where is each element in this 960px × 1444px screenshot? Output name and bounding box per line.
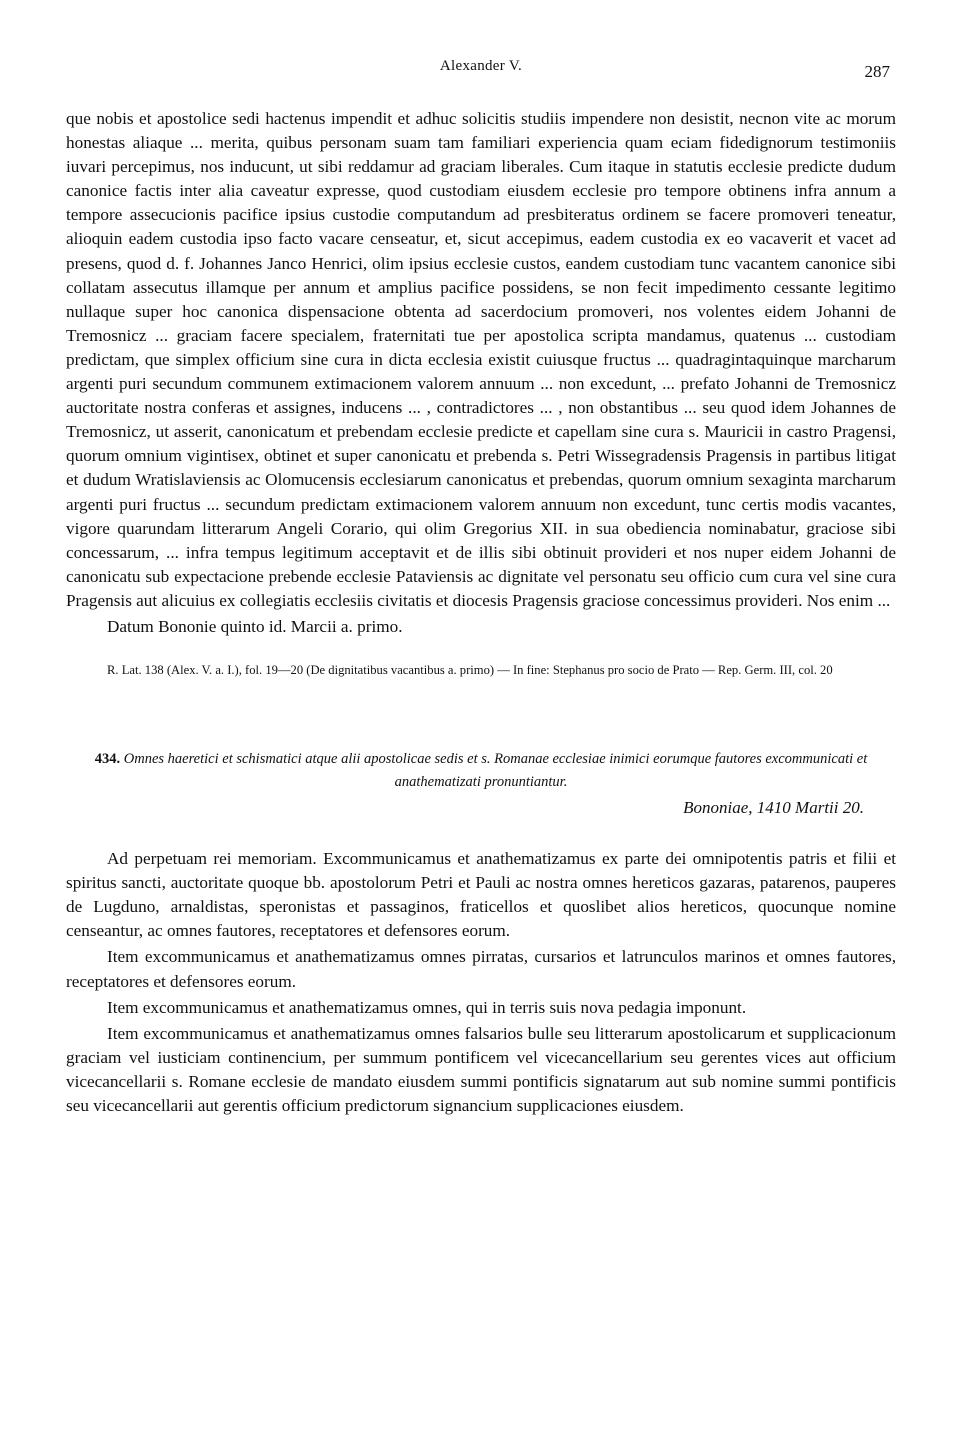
entry-number: 434. <box>94 751 121 768</box>
entry-body <box>66 847 896 1118</box>
page-body <box>66 107 896 1120</box>
entry-title-text: Omnes haeretici et schismatici atque alii apostolicae sedis et s. Romanae ecclesiae inimici eorumque fautores excommunicati et anathematizati pronuntiantur. <box>123 751 868 791</box>
entry-paragraph: Item excommunicamus et anathematizamus omnes, qui in terris suis nova pedagia imponunt. <box>107 997 747 1017</box>
entry-paragraph: Ad perpetuam rei memoriam. Excommunicamus et anathematizamus ex parte dei omnipotentis patris et filii et spiritus sancti, auctoritate quoque bb. apostolorum Petri et Pauli ac nostra omnes hereticos gazaras, patarenos, pauperes de Lugduno, arnaldistas, speronistas et passaginos, fraticellos et quoslibet alios hereticos, quocunque nomine censeantur, ac omnes fautores, receptatores et defensores eorum. <box>66 849 896 941</box>
entry-paragraph: Item excommunicamus et anathematizamus omnes pirratas, cursarios et latrunculos marinos et omnes fautores, receptatores et defensores eorum. <box>66 947 896 991</box>
datum-line: Datum Bononie quinto id. Marcii a. primo. <box>107 616 403 636</box>
running-head <box>66 58 896 82</box>
entry-place-date: Bononiae, 1410 Martii 20. <box>683 798 864 818</box>
source-note: R. Lat. 138 (Alex. V. a. I.), fol. 19—20 (De dignitatibus vacantibus a. primo) — In fine: Stephanus pro socio de Prato — Rep. Germ. III, col. 20 <box>107 663 833 678</box>
continued-paragraph: que nobis et apostolice sedi hactenus impendit et adhuc solicitis studiis impendere non desistit, necnon vite ac morum honestas aliaque ... merita, quibus personam suam tam familiari experiencia quam eciam fidedignorum testimoniis iuvari percepimus, nos inducunt, ut sibi reddamur ad graciam liberales. Cum itaque in statutis ecclesie predicte dudum canonice factis inter alia caveatur expresse, quod custodiam eiusdem ecclesie pro tempore obtinens infra annum a tempore assecucionis pacifice ipsius custodie computandum ad presbiteratus ordinem se facere promoveri teneatur, alioquin eadem custodia ipso facto vacare censeatur, et, sicut accepimus, eadem custodia ex eo vacaverit et vacet ad presens, quod d. f. Johannes Janco Henrici, olim ipsius ecclesie custos, eandem custodiam tunc vacantem canonice sibi collatam assecutus illamque per annum et amplius pacifice possidens, se non fecit impedimento cessante legitimo nullaque super hoc canonica dispensacione obtenta ad sacerdocium promoveri, nos volentes eidem Johanni de Tremosnicz ... graciam facere specialem, fraternitati tue per apostolica scripta mandamus, quatenus ... custodiam predictam, que simplex officium sine cura in dicta ecclesia existit cuiusque fructus ... quadragintaquinque marcharum argenti puri secundum communem extimacionem valorem annuum ... non excedunt, ... prefato Johanni de Tremosnicz auctoritate nostra conferas et assignes, inducens ... , contradictores ... , non obstantibus ... seu quod idem Johannes de Tremosnicz, ut asserit, canonicatum et prebendam ecclesie predicte et capellam sine cura s. Mauricii in castro Pragensi, quorum omnium vigintisex, obtinet et super canonicatu et prebenda s. Petri Wissegradensis Pragensis in partibus litigat et dudum Wratislaviensis ac Olomucensis ecclesiarum canonicatus et prebendas, quorum omnium sexaginta marcharum argenti puri fructus ... secundum predictam extimacionem valorem annuum non excedunt, tunc certis modis vacantes, vigore quarundam litterarum Angeli Corario, qui olim Gregorius XII. in sua obediencia nominabatur, graciose sibi concessarum, ... infra tempus legitimum acceptavit et de illis sibi obtinuit provideri et nos nuper eidem Johanni de canonicatu sub expectacione prebende ecclesie Pataviensis ac dignitate vel personatu seu officio cum cura vel sine cura Pragensis aut alicuius ex collegiatis ecclesiis civitatis et diocesis Pragensis graciose concessimus provideri. Nos enim ... <box>66 109 896 610</box>
entry-title <box>66 748 896 794</box>
entry-paragraph: Item excommunicamus et anathematizamus omnes falsarios bulle seu litterarum apostolicarum et supplicacionum graciam vel iusticiam continencium, per summum pontificem vel vicecancellarium seu gerentes vices aut officium vicecancellarii s. Romane ecclesie de mandato eiusdem summi pontificis signatarum aut sub nomine summi pontificis seu vicecancellarii aut gerentis officium predictorum signancium supplicaciones eiusdem. <box>66 1023 896 1115</box>
running-title: Alexander V. <box>439 58 523 74</box>
entry-heading <box>66 748 896 819</box>
page-number: 287 <box>864 62 890 81</box>
